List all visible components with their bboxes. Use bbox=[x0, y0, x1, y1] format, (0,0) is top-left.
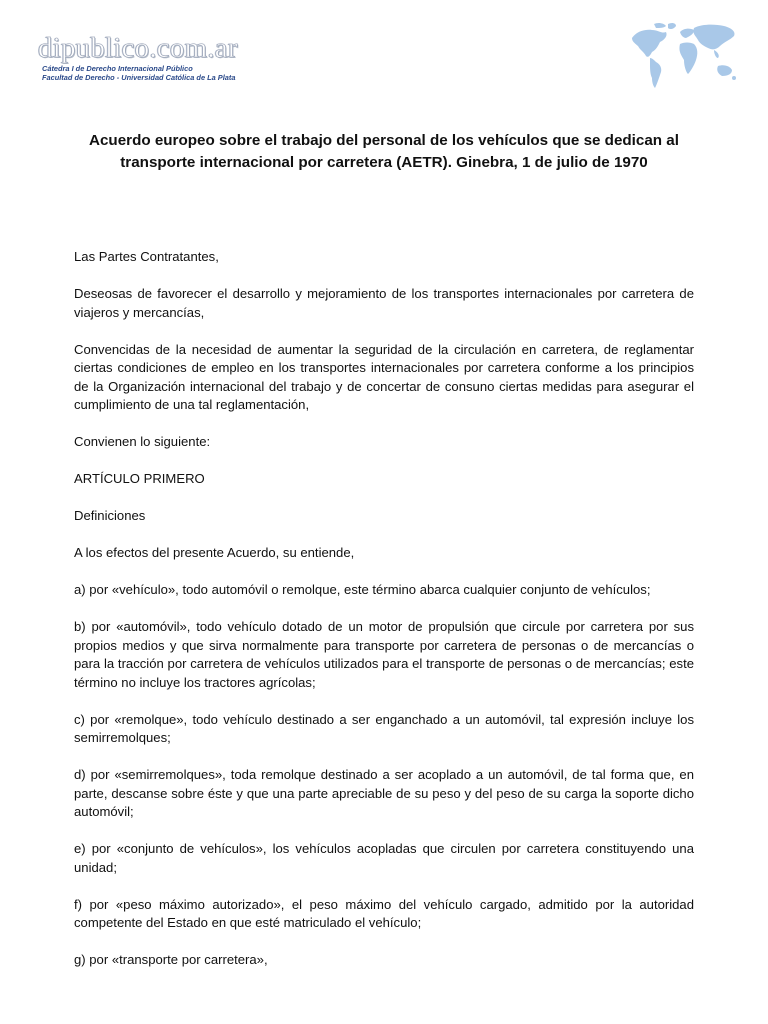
document-body bbox=[74, 130, 694, 988]
definition-a: a) por «vehículo», todo automóvil o remolque, este término abarca cualquier conjunto de vehículos; bbox=[74, 582, 651, 597]
definition-e: e) por «conjunto de vehículos», los vehículos acopladas que circulen por carretera constituyendo una unidad; bbox=[74, 841, 694, 875]
paragraph-3: Convencidas de la necesidad de aumentar la seguridad de la circulación en carretera, de reglamentar ciertas condiciones de empleo en los transportes internacionales por carretera conforme a los principios de la Organización internacional del trabajo y de concertar de consuno ciertas medidas para asegurar el cumplimiento de una tal reglamentación, bbox=[74, 341, 694, 412]
definition-d: d) por «semirremolques», toda remolque destinado a ser acoplado a un automóvil, de tal forma que, en parte, descanse sobre éste y que una parte apreciable de su peso y del peso de su carga la soporte dicho automóvil; bbox=[74, 767, 694, 819]
section-heading: Definiciones bbox=[74, 508, 146, 523]
paragraph-1: Las Partes Contratantes, bbox=[74, 249, 219, 264]
definition-c: c) por «remolque», todo vehículo destinado a ser enganchado a un automóvil, tal expresión incluye los semirremolques; bbox=[74, 711, 694, 745]
definition-b: b) por «automóvil», todo vehículo dotado de un motor de propulsión que circule por carretera por sus propios medios y que sirva normalmente para transporte por carretera de personas o de mercancías o para la tracción por carretera de vehículos utilizados para el transporte de personas o de mercancías; este término no incluye los tractores agrícolas; bbox=[74, 619, 694, 690]
paragraph-4: Convienen lo siguiente: bbox=[74, 434, 211, 449]
site-logo bbox=[38, 34, 238, 82]
definition-g: g) por «transporte por carretera», bbox=[74, 952, 268, 967]
world-map-icon bbox=[628, 20, 740, 92]
logo-subtitle-line-2: Facultad de Derecho - Universidad Católica de La Plata bbox=[42, 73, 236, 82]
paragraph-2: Deseosas de favorecer el desarrollo y mejoramiento de los transportes internacionales por carretera de viajeros y mercancías, bbox=[74, 286, 694, 320]
page-header bbox=[0, 0, 768, 100]
logo-subtitle bbox=[42, 64, 238, 82]
logo-text: dipublico.com.ar bbox=[38, 32, 238, 64]
paragraph-7: A los efectos del presente Acuerdo, su entiende, bbox=[74, 545, 355, 560]
definition-f: f) por «peso máximo autorizado», el peso máximo del vehículo cargado, admitido por la autoridad competente del Estado en que esté matriculado el vehículo; bbox=[74, 896, 694, 930]
logo-subtitle-line-1: Cátedra I de Derecho Internacional Público bbox=[42, 64, 193, 73]
article-heading: ARTÍCULO PRIMERO bbox=[74, 471, 205, 486]
document-title: Acuerdo europeo sobre el trabajo del personal de los vehículos que se dedican al transporte internacional por carretera (AETR). Ginebra, 1 de julio de 1970 bbox=[89, 132, 679, 171]
